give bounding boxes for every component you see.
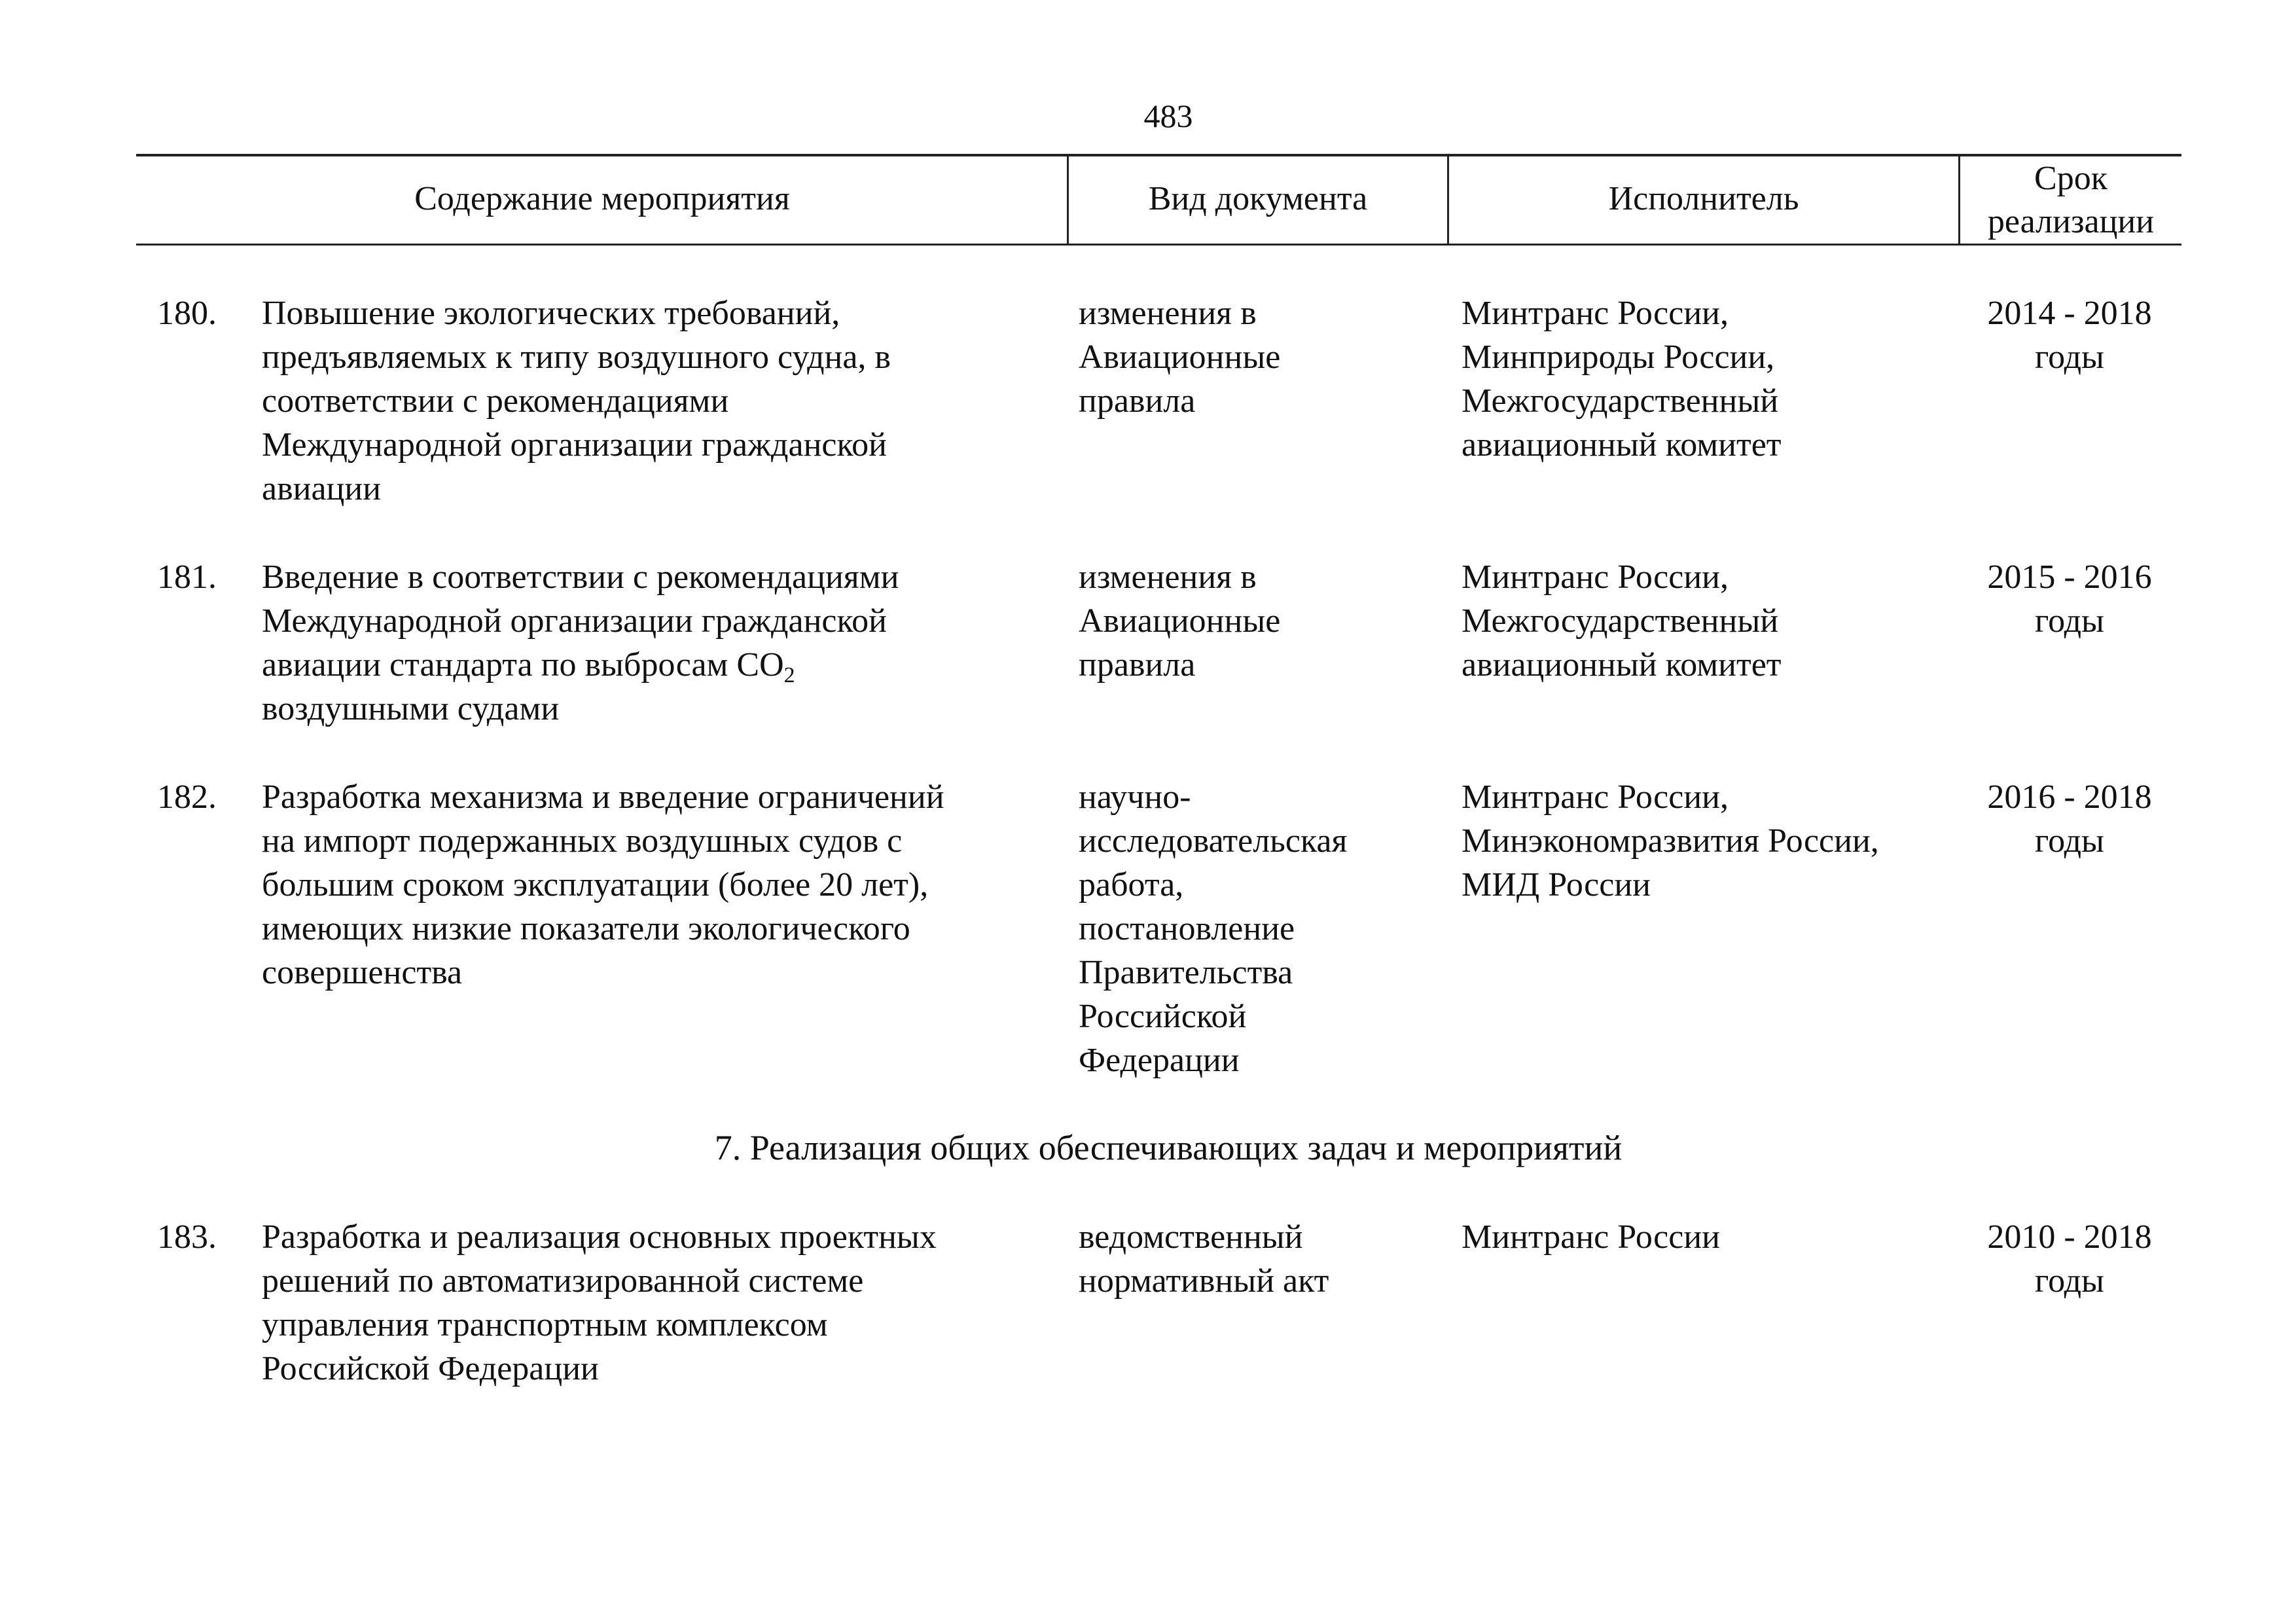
header-executor: Исполнитель (1608, 180, 1799, 217)
text-line: совершенства (262, 954, 463, 991)
text-line: Повышение экологических требований, (262, 295, 840, 332)
text-line: изменения в (1079, 295, 1257, 332)
text-line: годы (2035, 338, 2104, 376)
row-doc-type (1079, 1215, 1329, 1303)
row-doc-type (1079, 555, 1280, 687)
text-line: Международной организации гражданской (262, 602, 887, 640)
text-line: годы (2035, 602, 2104, 640)
row-term (1971, 775, 2168, 863)
text-line: воздушными судами (262, 690, 560, 727)
row-term (1971, 555, 2168, 643)
text-line: ведомственный (1079, 1218, 1303, 1256)
row-content (262, 555, 899, 731)
text-line: на импорт подержанных воздушных судов с (262, 822, 903, 860)
text-line: Авиационные (1079, 338, 1281, 376)
text-line: Федерации (1079, 1042, 1240, 1079)
text-line: Разработка и реализация основных проектных (262, 1218, 937, 1256)
text-line: Российской (1079, 998, 1247, 1035)
text-line: решений по автоматизированной системе (262, 1262, 864, 1300)
text-line: годы (2035, 822, 2104, 860)
header-top-rule (136, 154, 2181, 156)
header-term (1960, 157, 2181, 244)
text-line: авиации стандарта по выбросам CO (262, 646, 784, 684)
text-line: постановление (1079, 910, 1295, 947)
text-line: Российской Федерации (262, 1350, 599, 1387)
text-line: годы (2035, 1262, 2104, 1300)
header-content: Содержание мероприятия (414, 180, 790, 217)
text-line: Минэкономразвития России, (1462, 822, 1879, 860)
row-number: 180. (157, 295, 217, 332)
text-line: Введение в соответствии с рекомендациями (262, 558, 899, 596)
text-line: Межгосударственный (1462, 602, 1779, 640)
subscript: 2 (783, 663, 795, 687)
text-line: Минтранс России (1462, 1218, 1720, 1256)
row-term (1971, 1215, 2168, 1303)
text-line: МИД России (1462, 866, 1651, 903)
row-executor (1462, 1215, 1720, 1259)
row-executor (1462, 775, 1879, 907)
text-line: 2010 - 2018 (1987, 1218, 2152, 1256)
text-line: Международной организации гражданской (262, 426, 887, 464)
text-line: управления транспортным комплексом (262, 1306, 828, 1343)
row-term (1971, 291, 2168, 379)
text-line: соответствии с рекомендациями (262, 382, 729, 420)
text-line: Минтранс России, (1462, 295, 1729, 332)
text-line: правила (1079, 646, 1196, 684)
text-line: исследовательская (1079, 822, 1348, 860)
text-line: авиационный комитет (1462, 646, 1782, 684)
text-line: имеющих низкие показатели экологического (262, 910, 910, 947)
row-number: 183. (157, 1218, 217, 1256)
text-line: нормативный акт (1079, 1262, 1329, 1300)
text-line: 2015 - 2016 (1987, 558, 2152, 596)
row-executor (1462, 555, 1782, 687)
row-number: 181. (157, 558, 217, 596)
row-content (262, 1215, 937, 1391)
text-line: авиации (262, 470, 382, 507)
row-content (262, 291, 891, 511)
text-line: большим сроком эксплуатации (более 20 лет), (262, 866, 929, 903)
page-number: 483 (1143, 98, 1193, 134)
text-line: Межгосударственный (1462, 382, 1779, 420)
text-line: 2014 - 2018 (1987, 295, 2152, 332)
row-doc-type (1079, 775, 1347, 1082)
text-line (262, 643, 899, 687)
header-bottom-rule (136, 244, 2181, 246)
text-line: Минтранс России, (1462, 558, 1729, 596)
header-doc-type: Вид документа (1148, 180, 1368, 217)
text-line: Авиационные (1079, 602, 1281, 640)
text-line: Разработка механизма и введение ограничений (262, 778, 944, 816)
text-line: изменения в (1079, 558, 1257, 596)
text-line: научно- (1079, 778, 1191, 816)
row-content (262, 775, 944, 994)
header-term-line: реализации (1987, 203, 2155, 241)
section-title: 7. Реализация общих обеспечивающих задач и мероприятий (714, 1128, 1623, 1167)
text-line: предъявляемых к типу воздушного судна, в (262, 338, 891, 376)
row-number: 182. (157, 778, 217, 816)
row-executor (1462, 291, 1782, 467)
row-doc-type (1079, 291, 1280, 423)
text-line: авиационный комитет (1462, 426, 1782, 464)
text-line: Правительства (1079, 954, 1293, 991)
header-term-line: Срок (2034, 160, 2108, 197)
text-line: 2016 - 2018 (1987, 778, 2152, 816)
text-line: Минприроды России, (1462, 338, 1775, 376)
text-line: работа, (1079, 866, 1184, 903)
text-line: правила (1079, 382, 1196, 420)
text-line: Минтранс России, (1462, 778, 1729, 816)
